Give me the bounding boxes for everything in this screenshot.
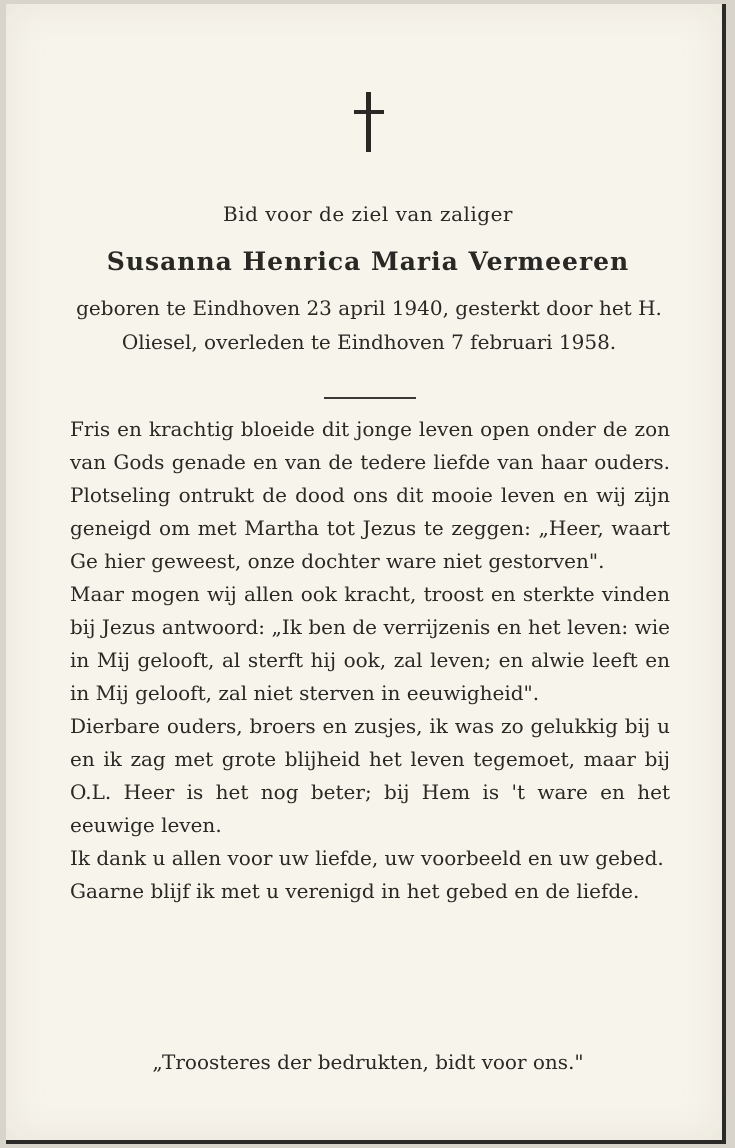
paragraph: Gaarne blijf ik met u verenigd in het gebed en de liefde. xyxy=(70,879,640,903)
paragraph: Dierbare ouders, broers en zusjes, ik was zo gelukkig bij u en ik zag met grote blijheid het leven tegemoet, maar bij O.L. Heer is het nog beter; bij Hem is 't ware en het eeuwige leven. xyxy=(70,714,670,837)
cross-icon xyxy=(354,92,384,152)
closing-prayer: „Troosteres der bedrukten, bidt voor ons." xyxy=(152,1050,584,1074)
deceased-name: Susanna Henrica Maria Vermeeren xyxy=(106,247,630,276)
birth-death-info: geboren te Eindhoven 23 april 1940, gesterkt door het H. Oliesel, overleden te Eindhoven 7 februari 1958. xyxy=(76,296,662,354)
memorial-card xyxy=(6,4,726,1144)
prayer-line: Bid voor de ziel van zaliger xyxy=(223,202,513,226)
memorial-text xyxy=(70,413,670,908)
paragraph: Fris en krachtig bloeide dit jonge leven open onder de zon van Gods genade en van de tedere liefde van haar ouders. Plotseling ontrukt de dood ons dit mooie leven en wij zijn geneigd om met Martha tot Jezus te zeggen: „Heer, waart Ge hier geweest, onze dochter ware niet gestorven". xyxy=(70,417,670,573)
paragraph: Ik dank u allen voor uw liefde, uw voorbeeld en uw gebed. xyxy=(70,846,664,870)
divider xyxy=(324,397,416,399)
paragraph: Maar mogen wij allen ook kracht, troost en sterkte vinden bij Jezus antwoord: „Ik ben de verrijzenis en het leven: wie in Mij gelooft, al sterft hij ook, zal leven; en alwie leeft en in Mij gelooft, zal niet sterven in eeuwigheid". xyxy=(70,582,670,705)
